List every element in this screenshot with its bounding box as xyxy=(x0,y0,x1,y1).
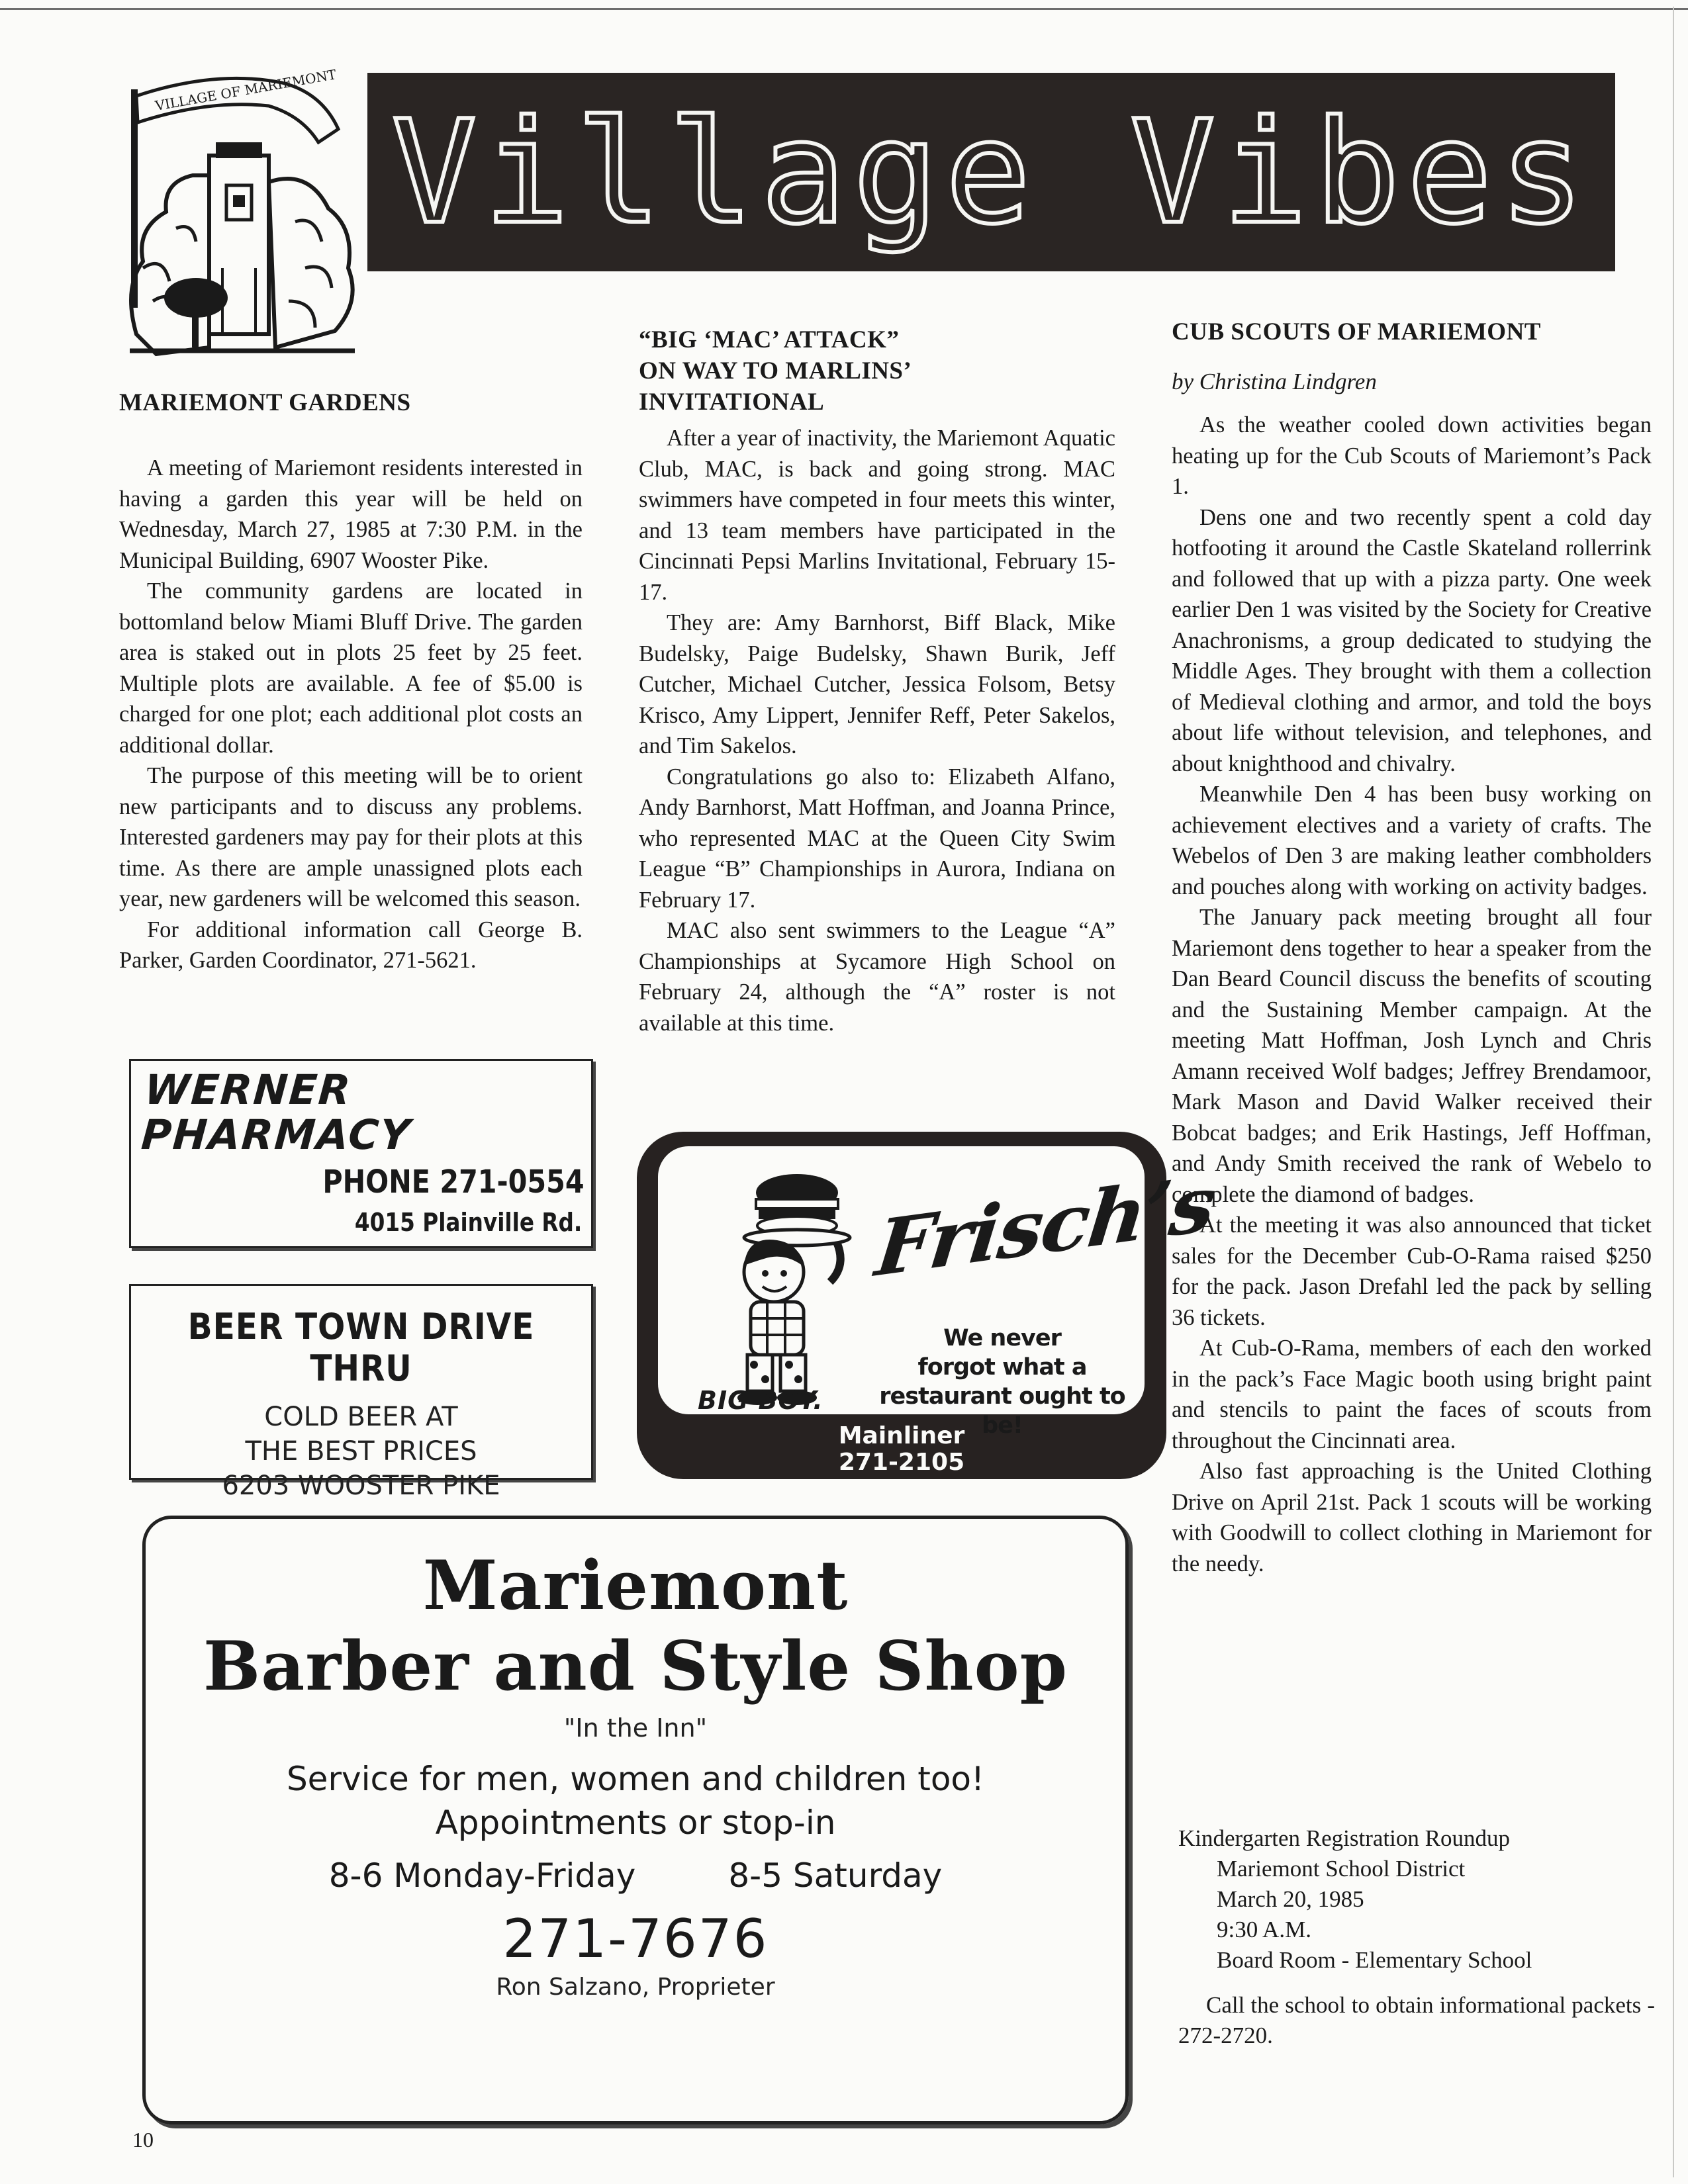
cub-scouts-article xyxy=(1172,316,1652,1579)
beer-town-line: 6203 WOOSTER PIKE xyxy=(222,1471,500,1501)
barber-name-line: Barber and Style Shop xyxy=(203,1627,1068,1706)
barber-hours-weekday: 8-6 Monday-Friday xyxy=(328,1856,636,1895)
masthead-banner xyxy=(367,73,1615,271)
barber-name-line: Mariemont xyxy=(422,1546,849,1625)
werner-pharmacy-ad xyxy=(129,1059,593,1248)
big-boy-mascot-icon xyxy=(684,1166,883,1411)
notice-line: Board Room - Elementary School xyxy=(1217,1947,1532,1973)
barber-location: "In the Inn" xyxy=(563,1713,708,1743)
beer-town-line: THE BEST PRICES xyxy=(245,1436,477,1467)
notice-line: Mariemont School District xyxy=(1217,1856,1466,1882)
notice-footer: Call the school to obtain informational packets - 272-2720. xyxy=(1178,1992,1655,2048)
page-number: 10 xyxy=(132,2128,154,2152)
notice-line: 9:30 A.M. xyxy=(1217,1917,1311,1942)
cub-scouts-paragraph: Meanwhile Den 4 has been busy working on achievement electives and a variety of crafts. The Webelos of Den 3 are making leather combholders and pouches along with working on activity badges. xyxy=(1172,782,1652,899)
cub-scouts-paragraph: At the meeting it was also announced that ticket sales for the December Cub-O-Rama raised $250 for the pack. Jason Drefahl led the pack by selling 36 tickets. xyxy=(1172,1212,1652,1330)
beer-town-ad xyxy=(129,1284,593,1501)
cub-scouts-heading: CUB SCOUTS OF MARIEMONT xyxy=(1172,318,1541,345)
cub-scouts-paragraph: At Cub-O-Rama, members of each den worked in the pack’s Face Magic booth using bright paint and stencils to paint the faces of scouts from throughout the Cincinnati area. xyxy=(1172,1336,1652,1453)
barber-proprietor: Ron Salzano, Proprieter xyxy=(496,1974,775,2001)
frischs-slogan-line: restaurant ought to be! xyxy=(879,1383,1125,1439)
cub-scouts-paragraph: Dens one and two recently spent a cold day hotfooting it around the Castle Skateland rollerrink and followed that up with a pizza party. One week earlier Den 1 was visited by the Society for Creative Anachronisms, a group dedicated to studying the Middle Ages. They brought with them a collection of Medieval clothing and armor, and told the boys about life without television, and telephones, and about knighthood and chivalry. xyxy=(1172,504,1652,776)
mariemont-tower-logo xyxy=(117,66,368,361)
barber-service-line: Appointments or stop-in xyxy=(435,1803,836,1842)
gardens-paragraph: A meeting of Mariemont residents interested in having a garden this year will be held on Wednesday, March 27, 1985 at 7:30 P.M. in the Municipal Building, 6907 Wooster Pike. xyxy=(119,455,583,573)
frischs-ad xyxy=(637,1132,1219,1479)
gardens-paragraph: For additional information call George B. Parker, Garden Coordinator, 271-5621. xyxy=(119,917,583,973)
masthead-title: Village Vibes xyxy=(391,89,1591,255)
gardens-paragraph: The purpose of this meeting will be to orient new participants and to discuss any problems. Interested gardeners may pay for their plots at this time. As there are ample unassigned plots each year, new gardeners will be welcomed this season. xyxy=(119,763,583,911)
kindergarten-notice xyxy=(1178,1823,1655,2051)
frischs-slogan-line: forgot what a xyxy=(917,1354,1087,1381)
page-edge-line xyxy=(1673,7,1674,2177)
mac-heading-line: “BIG ‘MAC’ ATTACK” xyxy=(639,326,900,353)
mac-paragraph: After a year of inactivity, the Mariemont Aquatic Club, MAC, is back and going strong. MAC swimmers have competed in four meets this winter, and 13 team members have participated in the Cincinnati Pepsi Marlins Invitational, February 15-17. xyxy=(639,426,1115,605)
barber-hours xyxy=(146,1856,1125,1895)
werner-phone: PHONE 271-0554 xyxy=(322,1163,585,1201)
mac-paragraph: They are: Amy Barnhorst, Biff Black, Mike Budelsky, Paige Budelsky, Shawn Burik, Jeff Cutcher, Michael Cutcher, Jessica Folsom, Betsy Krisco, Amy Lippert, Jennifer Reff, Peter Sakelos, and Tim Sakelos. xyxy=(639,610,1115,758)
cub-scouts-paragraph: Also fast approaching is the United Clothing Drive on April 21st. Pack 1 scouts will be working with Goodwill to collect clothing in Mariemont for the needy. xyxy=(1172,1459,1652,1576)
frischs-logo: Frisch’s xyxy=(871,1157,1219,1295)
cub-scouts-byline: by Christina Lindgren xyxy=(1172,369,1377,394)
barber-shop-name xyxy=(146,1545,1125,1707)
big-boy-label: BIG BOY. xyxy=(698,1386,823,1415)
frischs-location-name: Mainliner xyxy=(838,1422,965,1449)
beer-town-line: COLD BEER AT xyxy=(264,1402,458,1432)
frischs-location xyxy=(637,1423,1166,1476)
barber-hours-saturday: 8-5 Saturday xyxy=(728,1856,943,1895)
gardens-paragraph: The community gardens are located in bottomland below Miami Bluff Drive. The garden area is staked out in plots 25 feet by 25 feet. Multiple plots are available. A fee of $5.00 is charged for one plot; each additional plot costs an additional dollar. xyxy=(119,578,583,758)
barber-service-line: Service for men, women and children too! xyxy=(286,1760,985,1798)
werner-name-line: WERNER xyxy=(142,1066,353,1114)
cub-scouts-paragraph: As the weather cooled down activities began heating up for the Cub Scouts of Mariemont’s Pack 1. xyxy=(1172,412,1652,499)
werner-name-line: PHARMACY xyxy=(140,1111,413,1159)
gardens-heading: MARIEMONT GARDENS xyxy=(119,389,411,416)
barber-shop-ad xyxy=(142,1516,1129,2124)
notice-title: Kindergarten Registration Roundup xyxy=(1178,1825,1510,1851)
frischs-slogan-line: We never xyxy=(943,1325,1061,1351)
notice-line: March 20, 1985 xyxy=(1217,1886,1364,1912)
cub-scouts-paragraph: The January pack meeting brought all four Mariemont dens together to hear a speaker from the Dan Beard Council discuss the benefits of scouting and the Sustaining Member campaign. At the meeting Matt Hoffman, Josh Lynch and Chris Amann received Wolf badges; Jeffrey Brendamoor, Mark Mason and David Walker received their Bobcat badges; and Erik Hastings, Jeff Hoffman, and Andy Smith received the rank of Webelo to complete the diamond of badges. xyxy=(1172,905,1652,1207)
top-rule xyxy=(0,8,1688,10)
mac-article xyxy=(639,324,1115,1038)
barber-phone: 271-7676 xyxy=(502,1908,769,1970)
gardens-article xyxy=(119,387,583,976)
werner-address: 4015 Plainville Rd. xyxy=(354,1208,582,1237)
barber-services xyxy=(146,1757,1125,1844)
beer-town-title: BEER TOWN DRIVE THRU xyxy=(187,1306,535,1389)
mac-paragraph: MAC also sent swimmers to the League “A” Championships at Sycamore High School on February 24, although the “A” roster is not available at this time. xyxy=(639,918,1115,1036)
werner-name xyxy=(140,1068,416,1158)
frischs-phone: 271-2105 xyxy=(838,1449,965,1476)
mac-heading-line: INVITATIONAL xyxy=(639,388,825,416)
logo-ribbon-text: VILLAGE OF MARIEMONT xyxy=(154,66,338,114)
mac-heading-line: ON WAY TO MARLINS’ xyxy=(639,357,912,385)
mac-paragraph: Congratulations go also to: Elizabeth Alfano, Andy Barnhorst, Matt Hoffman, and Joanna Prince, who represented MAC at the Queen City Swim League “B” Championships in Aurora, Indiana on February 17. xyxy=(639,764,1115,913)
